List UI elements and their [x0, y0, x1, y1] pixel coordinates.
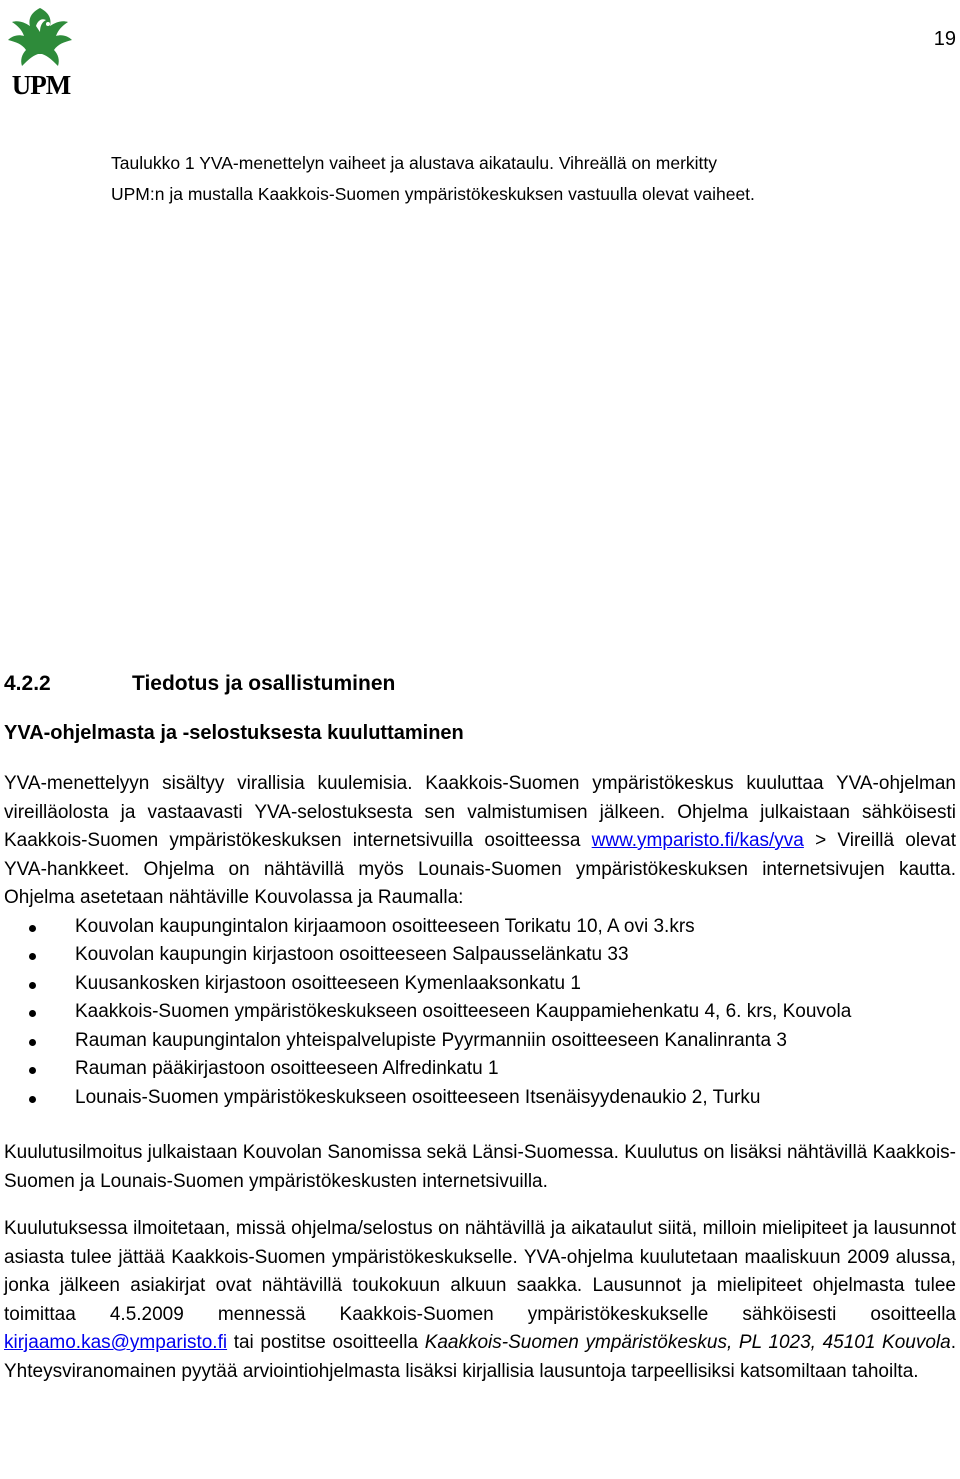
list-item: Kuusankosken kirjastoon osoitteeseen Kymenlaaksonkatu 1 — [4, 970, 956, 999]
logo-text: UPM — [11, 70, 71, 100]
email-link[interactable]: kirjaamo.kas@ymparisto.fi — [4, 1332, 228, 1353]
section-title: Tiedotus ja osallistuminen — [132, 672, 396, 695]
list-item: Kouvolan kaupungintalon kirjaamoon osoitteeseen Torikatu 10, A ovi 3.krs — [4, 913, 956, 942]
list-item: Kouvolan kaupungin kirjastoon osoitteeseen Salpausselänkatu 33 — [4, 941, 956, 970]
list-item: Rauman pääkirjastoon osoitteeseen Alfredinkatu 1 — [4, 1055, 956, 1084]
list-item: Lounais-Suomen ympäristökeskukseen osoitteeseen Itsenäisyydenaukio 2, Turku — [4, 1084, 956, 1113]
table-caption — [111, 148, 871, 210]
griffin-icon — [2, 4, 78, 70]
list-item: Rauman kaupungintalon yhteispalvelupiste Pyyrmanniin osoitteeseen Kanalinranta 3 — [4, 1027, 956, 1056]
section-number: 4.2.2 — [4, 672, 51, 695]
paragraph: YVA-menettelyyn sisältyy virallisia kuulemisia. Kaakkois-Suomen ympäristökeskus kuuluttaa YVA-ohjelman vireilläolosta ja vastaavasti YVA-selostuksesta sen valmistumisen jälkeen. Ohjelma julkaistaan sähköisesti Kaakkois-Suomen ympäristökeskuksen internetsivuilla osoitteessa www.ymparisto.fi/kas/yva > Vireillä olevat YVA-hankkeet. Ohjelma on nähtävillä myös Lounais-Suomen ympäristökeskuksen internetsivujen kautta. Ohjelma asetetaan nähtäville Kouvolassa ja Raumalla: — [4, 773, 956, 908]
page-number: 19 — [933, 28, 956, 50]
section-heading — [4, 672, 395, 696]
body-content — [4, 770, 956, 1386]
caption-line: Taulukko 1 YVA-menettelyn vaiheet ja alustava aikataulu. Vihreällä on merkitty — [111, 153, 718, 173]
sub-heading: YVA-ohjelmasta ja -selostuksesta kuuluttaminen — [4, 722, 464, 744]
list-item: Kaakkois-Suomen ympäristökeskukseen osoitteeseen Kauppamiehenkatu 4, 6. krs, Kouvola — [4, 998, 956, 1027]
caption-line: UPM:n ja mustalla Kaakkois-Suomen ympäristökeskuksen vastuulla olevat vaiheet. — [111, 184, 755, 204]
yva-link[interactable]: www.ymparisto.fi/kas/yva — [591, 830, 804, 851]
upm-logo — [2, 4, 78, 98]
paragraph: Kuulutusilmoitus julkaistaan Kouvolan Sanomissa sekä Länsi-Suomessa. Kuulutus on lisäksi nähtävillä Kaakkois-Suomen ja Lounais-Suomen ympäristökeskusten internetsivuilla. — [4, 1142, 956, 1192]
paragraph: Kuulutuksessa ilmoitetaan, missä ohjelma/selostus on nähtävillä ja aikataulut siitä, milloin mielipiteet ja lausunnot asiasta tulee jättää Kaakkois-Suomen ympäristökeskukselle. YVA-ohjelma kuulutetaan maaliskuun 2009 alussa, jonka jälkeen asiakirjat ovat nähtävillä toukokuun alkuun saakka. Lausunnot ja mielipiteet ohjelmasta tulee toimittaa 4.5.2009 mennessä Kaakkois-Suomen ympäristökeskukselle sähköisesti osoitteella kirjaamo.kas@ymparisto.fi tai postitse osoitteella Kaakkois-Suomen ympäristökeskus, PL 1023, 45101 Kouvola. Yhteysviranomainen pyytää arviointiohjelmasta lisäksi kirjallisia lausuntoja tarpeellisiksi katsomiltaan tahoilta. — [4, 1218, 956, 1382]
location-list — [4, 913, 956, 1113]
postal-address: Kaakkois-Suomen ympäristökeskus, PL 1023, 45101 Kouvola — [424, 1332, 951, 1353]
